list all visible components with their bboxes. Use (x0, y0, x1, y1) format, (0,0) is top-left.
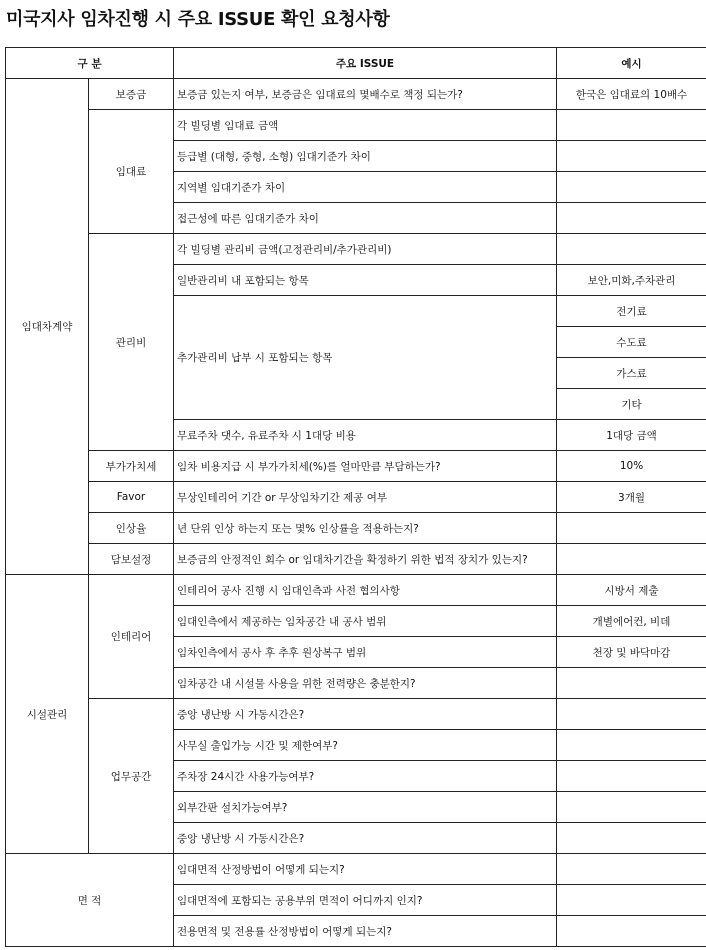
table-header-row (6, 48, 706, 79)
sub-workspace: 업무공간 (89, 699, 174, 854)
example-cell[interactable]: 수도료 (557, 327, 706, 358)
header-example: 예시 (557, 48, 706, 79)
example-cell[interactable] (557, 172, 706, 203)
table-row (6, 482, 706, 513)
table-row (6, 110, 706, 141)
issue-table (5, 47, 706, 947)
example-cell[interactable]: 10% (557, 451, 706, 482)
table-row (6, 451, 706, 482)
group-area: 면 적 (6, 854, 174, 947)
table-row (6, 79, 706, 110)
issue-cell[interactable]: 임대인측에서 제공하는 임차공간 내 공사 범위 (174, 606, 557, 637)
issue-cell[interactable]: 임대면적 산정방법이 어떻게 되는지? (174, 854, 557, 885)
example-cell[interactable]: 보안,미화,주차관리 (557, 265, 706, 296)
sub-rent: 임대료 (89, 110, 174, 234)
example-cell[interactable] (557, 792, 706, 823)
issue-cell[interactable]: 임차인측에서 공사 후 추후 원상복구 범위 (174, 637, 557, 668)
example-cell[interactable] (557, 761, 706, 792)
table-row (6, 575, 706, 606)
table-row (6, 234, 706, 265)
issue-cell[interactable]: 임차공간 내 시설물 사용을 위한 전력량은 충분한지? (174, 668, 557, 699)
example-cell[interactable]: 1대당 금액 (557, 420, 706, 451)
example-cell[interactable]: 전기료 (557, 296, 706, 327)
sub-mgmt: 관리비 (89, 234, 174, 451)
table-row (6, 699, 706, 730)
issue-cell[interactable]: 등급별 (대형, 중형, 소형) 임대기준가 차이 (174, 141, 557, 172)
sub-favor: Favor (89, 482, 174, 513)
issue-cell[interactable]: 주차장 24시간 사용가능여부? (174, 761, 557, 792)
example-cell[interactable]: 시방서 제출 (557, 575, 706, 606)
issue-cell[interactable]: 전용면적 및 전용률 산정방법이 어떻게 되는지? (174, 916, 557, 947)
issue-cell[interactable]: 보증금 있는지 여부, 보증금은 임대료의 몇배수로 책정 되는가? (174, 79, 557, 110)
example-cell[interactable] (557, 916, 706, 947)
example-cell[interactable]: 기타 (557, 389, 706, 420)
example-cell[interactable] (557, 513, 706, 544)
group-facility: 시설관리 (6, 575, 89, 854)
issue-cell[interactable]: 추가관리비 납부 시 포함되는 항목 (174, 296, 557, 420)
example-cell[interactable]: 한국은 임대료의 10배수 (557, 79, 706, 110)
example-cell[interactable] (557, 668, 706, 699)
example-cell[interactable] (557, 854, 706, 885)
example-cell[interactable] (557, 203, 706, 234)
header-issue: 주요 ISSUE (174, 48, 557, 79)
issue-cell[interactable]: 일반관리비 내 포함되는 항목 (174, 265, 557, 296)
example-cell[interactable] (557, 699, 706, 730)
example-cell[interactable]: 개별에어컨, 비데 (557, 606, 706, 637)
table-row (6, 544, 706, 575)
issue-cell[interactable]: 무상인테리어 기간 or 무상임차기간 제공 여부 (174, 482, 557, 513)
issue-cell[interactable]: 임차 비용지급 시 부가가치세(%)를 얼마만큼 부담하는가? (174, 451, 557, 482)
table-row (6, 513, 706, 544)
issue-cell[interactable]: 임대면적에 포함되는 공용부위 면적이 어디까지 인지? (174, 885, 557, 916)
example-cell[interactable]: 3개월 (557, 482, 706, 513)
page-title: 미국지사 임차진행 시 주요 ISSUE 확인 요청사항 (6, 9, 390, 30)
sub-interior: 인테리어 (89, 575, 174, 699)
table-row (6, 854, 706, 885)
issue-cell[interactable]: 중앙 냉난방 시 가동시간은? (174, 699, 557, 730)
issue-cell[interactable]: 중앙 냉난방 시 가동시간은? (174, 823, 557, 854)
sub-collateral: 담보설정 (89, 544, 174, 575)
example-cell-selected[interactable] (557, 885, 706, 916)
example-cell[interactable] (557, 110, 706, 141)
example-cell[interactable]: 천장 및 바닥마감 (557, 637, 706, 668)
example-cell[interactable]: 가스료 (557, 358, 706, 389)
example-cell[interactable] (557, 234, 706, 265)
issue-cell[interactable]: 접근성에 따른 임대기준가 차이 (174, 203, 557, 234)
issue-cell[interactable]: 지역별 임대기준가 차이 (174, 172, 557, 203)
sub-deposit: 보증금 (89, 79, 174, 110)
example-cell[interactable] (557, 141, 706, 172)
issue-cell[interactable]: 각 빌딩별 임대료 금액 (174, 110, 557, 141)
example-cell[interactable] (557, 823, 706, 854)
issue-cell[interactable]: 년 단위 인상 하는지 또는 몇% 인상률을 적용하는지? (174, 513, 557, 544)
example-cell[interactable] (557, 730, 706, 761)
issue-cell[interactable]: 사무실 출입가능 시간 및 제한여부? (174, 730, 557, 761)
issue-cell[interactable]: 무료주차 댓수, 유료주차 시 1대당 비용 (174, 420, 557, 451)
issue-cell[interactable]: 인테리어 공사 진행 시 임대인측과 사전 협의사항 (174, 575, 557, 606)
group-lease: 임대차계약 (6, 79, 89, 575)
header-category: 구 분 (6, 48, 174, 79)
sub-increase: 인상율 (89, 513, 174, 544)
issue-cell[interactable]: 외부간판 설치가능여부? (174, 792, 557, 823)
issue-cell[interactable]: 각 빌딩별 관리비 금액(고정관리비/추가관리비) (174, 234, 557, 265)
example-cell[interactable] (557, 544, 706, 575)
issue-cell[interactable]: 보증금의 안정적인 회수 or 임대차기간을 확정하기 위한 법적 장치가 있는지? (174, 544, 557, 575)
sub-vat: 부가가치세 (89, 451, 174, 482)
